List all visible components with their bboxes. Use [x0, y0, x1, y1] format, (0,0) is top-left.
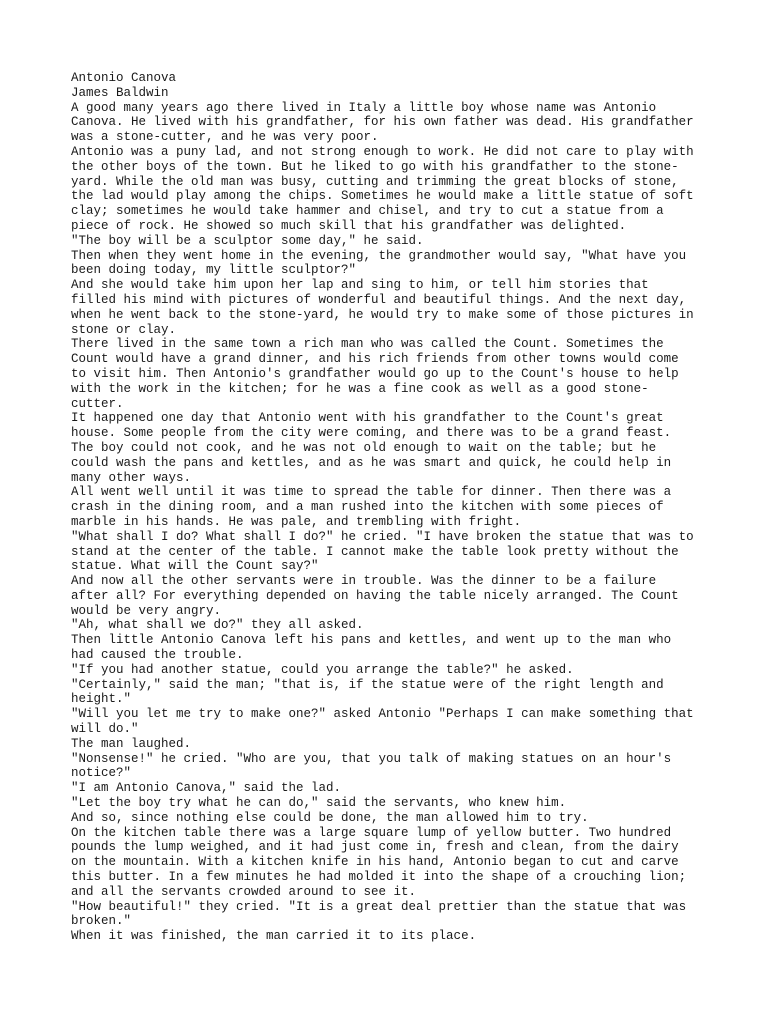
paragraph: Antonio was a puny lad, and not strong enough to work. He did not care to play with the other boys of the town. But he liked to go with his grandfather to the stone- yard. While the old man was busy, cutting and trimming the great blocks of stone, the lad would play among the chips. Sometimes he would make a little statue of soft clay; sometimes he would take hammer and chisel, and try to cut a statue from a piece of rock. He showed so much skill that his grandfather was delighted. — [71, 144, 694, 233]
paragraph: "Will you let me try to make one?" asked Antonio "Perhaps I can make something that will do." — [71, 707, 694, 737]
paragraph: "Certainly," said the man; "that is, if the statue were of the right length and height." — [71, 677, 664, 707]
paragraph: "If you had another statue, could you arrange the table?" he asked. — [71, 662, 574, 677]
paragraph: There lived in the same town a rich man who was called the Count. Sometimes the Count would have a grand dinner, and his rich friends from other towns would come to visit him. Then Antonio's grandfather would go up to the Count's house to help with the work in the kitchen; for he was a fine cook as well as a good stone- cutter. — [71, 337, 679, 411]
paragraph: When it was finished, the man carried it to its place. — [71, 929, 477, 944]
paragraph: The man laughed. — [71, 736, 192, 751]
document-page — [71, 71, 711, 944]
paragraph: It happened one day that Antonio went with his grandfather to the Count's great house. Some people from the city were coming, and there was to be a grand feast. The boy could not cook, and he was not old enough to wait on the table; but he could wash the pans and kettles, and as he was smart and quick, he could help in many other ways. — [71, 411, 672, 485]
document-author: James Baldwin — [71, 85, 169, 100]
paragraph: And she would take him upon her lap and sing to him, or tell him stories that filled his mind with pictures of wonderful and beautiful things. And the next day, when he went back to the stone-yard, he would try to make some of those pictures in stone or clay. — [71, 278, 694, 337]
paragraph: "Let the boy try what he can do," said the servants, who knew him. — [71, 796, 567, 811]
paragraph: Then little Antonio Canova left his pans and kettles, and went up to the man who had caused the trouble. — [71, 633, 672, 663]
paragraph: "Ah, what shall we do?" they all asked. — [71, 618, 364, 633]
paragraph: "What shall I do? What shall I do?" he cried. "I have broken the statue that was to stand at the center of the table. I cannot make the table look pretty without the statue. What will the Count say?" — [71, 529, 694, 574]
paragraph: All went well until it was time to spread the table for dinner. Then there was a crash in the dining room, and a man rushed into the kitchen with some pieces of marble in his hands. He was pale, and trembling with fright. — [71, 485, 672, 529]
paragraph: "Nonsense!" he cried. "Who are you, that you talk of making statues on an hour's notice?" — [71, 751, 672, 781]
paragraph: "The boy will be a sculptor some day," he said. — [71, 233, 424, 248]
paragraph: "I am Antonio Canova," said the lad. — [71, 781, 342, 796]
paragraph: A good many years ago there lived in Italy a little boy whose name was Antonio Canova. He lived with his grandfather, for his own father was dead. His grandfather was a stone-cutter, and he was very poor. — [71, 100, 694, 145]
paragraph: Then when they went home in the evening, the grandmother would say, "What have you been doing today, my little sculptor?" — [71, 248, 687, 278]
paragraph: "How beautiful!" they cried. "It is a great deal prettier than the statue that was broken." — [71, 899, 687, 929]
paragraph: On the kitchen table there was a large square lump of yellow butter. Two hundred pounds the lump weighed, and it had just come in, fresh and clean, from the dairy on the mountain. With a kitchen knife in his hand, Antonio began to cut and carve this butter. In a few minutes he had molded it into the shape of a crouching lion; and all the servants crowded around to see it. — [71, 825, 687, 899]
paragraph: And so, since nothing else could be done, the man allowed him to try. — [71, 810, 589, 825]
paragraph: And now all the other servants were in trouble. Was the dinner to be a failure after all? For everything depended on having the table nicely arranged. The Count would be very angry. — [71, 574, 679, 618]
document-title: Antonio Canova — [71, 71, 177, 85]
